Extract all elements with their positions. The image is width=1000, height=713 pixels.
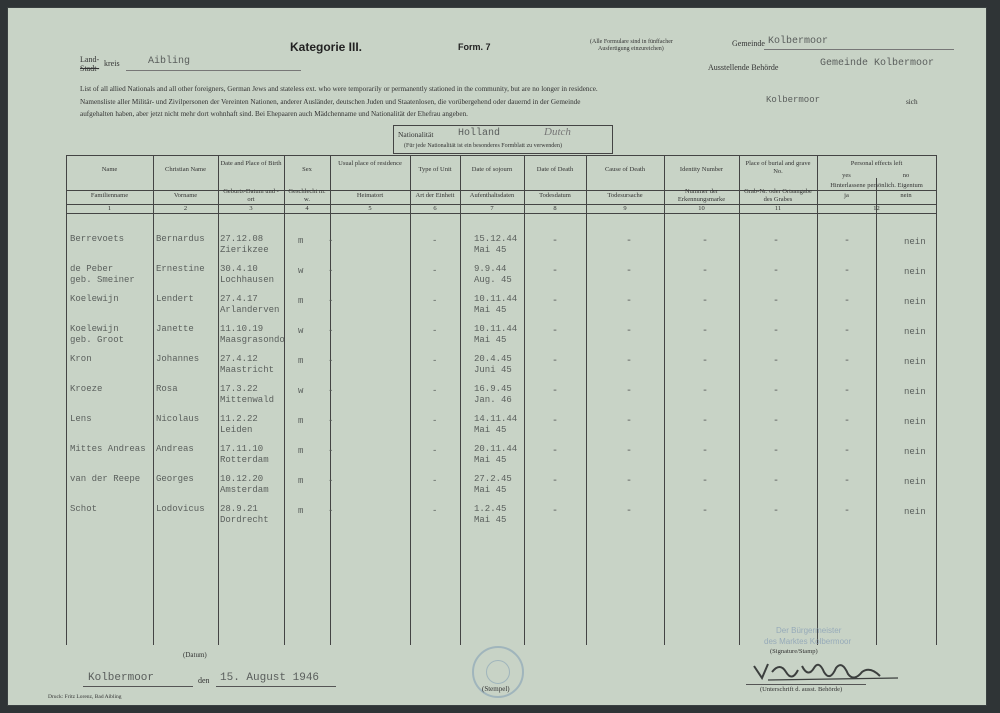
col-header-death: Date of Death: [536, 166, 574, 173]
row-burial-dash: -: [773, 356, 780, 367]
row-surname: Berrevoets: [70, 234, 125, 244]
signature-caption: (Signature/Stamp): [770, 648, 818, 655]
stadt-label: Stadt-: [80, 64, 100, 73]
row-firstname: Ernestine: [156, 264, 205, 274]
row-cause-dash: -: [626, 356, 633, 367]
row-sojourn-to: Juni 45: [474, 365, 512, 375]
row-identity-dash: -: [702, 476, 709, 487]
row-sex: w: [298, 266, 304, 276]
row-residence: -: [328, 476, 334, 486]
row-burial-dash: -: [773, 236, 780, 247]
row-surname: van der Reepe: [70, 474, 141, 484]
row-birth-place: Rotterdam: [220, 455, 269, 465]
row-cause-dash: -: [626, 296, 633, 307]
row-birth-date: 11.2.22: [220, 414, 258, 424]
row-surname-maiden: geb. Groot: [70, 335, 125, 345]
row-birth-date: 17.3.22: [220, 384, 258, 394]
row-sojourn-to: Aug. 45: [474, 275, 512, 285]
copies-note-1: (Alle Formulare sind in fünffacher: [590, 39, 673, 45]
row-unit: -: [432, 356, 438, 366]
row-effects-yes-dash: -: [844, 356, 851, 367]
row-death-dash: -: [552, 506, 559, 517]
row-identity-dash: -: [702, 416, 709, 427]
row-surname: Kroeze: [70, 384, 103, 394]
row-effects-yes-dash: -: [844, 236, 851, 247]
row-sojourn-from: 20.11.44: [474, 444, 518, 454]
col-number-12: 12: [873, 205, 880, 212]
gemeinde-label: Gemeinde: [732, 39, 765, 48]
row-burial-dash: -: [773, 416, 780, 427]
row-identity-dash: -: [702, 236, 709, 247]
row-effects-no: nein: [904, 297, 926, 307]
row-sex: m: [298, 356, 304, 366]
row-effects-yes-dash: -: [844, 476, 851, 487]
row-effects-yes-dash: -: [844, 326, 851, 337]
row-firstname: Bernardus: [156, 234, 205, 244]
row-sojourn-to: Mai 45: [474, 455, 507, 465]
nationality-box: [393, 125, 613, 154]
row-death-dash: -: [552, 446, 559, 457]
row-sojourn-from: 16.9.45: [474, 384, 512, 394]
row-sojourn-from: 20.4.45: [474, 354, 512, 364]
row-identity-dash: -: [702, 326, 709, 337]
col-header-erkennungsmarke: Nummer der Erkennungsmarke: [677, 188, 726, 203]
footer-den: den: [198, 676, 210, 685]
col-header-geburt: Geburts-Datum und -ort: [223, 188, 279, 203]
row-effects-yes-dash: -: [844, 506, 851, 517]
row-burial-dash: -: [773, 446, 780, 457]
col-header-heimatort: Heimatort: [356, 192, 384, 199]
row-cause-dash: -: [626, 506, 633, 517]
row-effects-yes-dash: -: [844, 386, 851, 397]
row-identity-dash: -: [702, 296, 709, 307]
row-sex: m: [298, 236, 304, 246]
kategorie-title: Kategorie III.: [290, 40, 363, 54]
col-header-birth: Date and Place of Birth: [220, 160, 282, 167]
col-number-11: 11: [774, 205, 782, 212]
row-birth-place: Leiden: [220, 425, 253, 435]
row-sojourn-from: 1.2.45: [474, 504, 507, 514]
row-identity-dash: -: [702, 386, 709, 397]
gemeinde-value: Kolbermoor: [768, 36, 829, 47]
row-birth-date: 27.4.17: [220, 294, 258, 304]
row-effects-yes-dash: -: [844, 296, 851, 307]
row-burial-dash: -: [773, 326, 780, 337]
row-effects-no: nein: [904, 417, 926, 427]
mayor-stamp-line-2: des Marktes Kolbermoor: [764, 637, 852, 646]
col-number-9: 9: [623, 205, 627, 212]
row-residence: -: [328, 446, 334, 456]
row-sex: w: [298, 386, 304, 396]
row-firstname: Rosa: [156, 384, 178, 394]
row-death-dash: -: [552, 386, 559, 397]
row-birth-place: Lochhausen: [220, 275, 275, 285]
row-sex: m: [298, 296, 304, 306]
col-header-unit: Type of Unit: [418, 166, 452, 173]
col-header-cause: Cause of Death: [604, 166, 646, 173]
row-cause-dash: -: [626, 446, 633, 457]
row-unit: -: [432, 386, 438, 396]
kreis-underline: [126, 70, 301, 71]
col-number-6: 6: [433, 205, 437, 212]
row-sojourn-from: 27.2.45: [474, 474, 512, 484]
row-effects-no: nein: [904, 327, 926, 337]
row-residence: -: [328, 296, 334, 306]
row-birth-date: 30.4.10: [220, 264, 258, 274]
col-header-ja: ja: [844, 192, 849, 199]
official-stamp-inner: [486, 660, 510, 684]
nationality-note: (Für jede Nationalität ist ein besonderes Formblatt zu verwenden): [404, 143, 562, 149]
form-number: Form. 7: [458, 42, 491, 52]
col-header-aufenthalt: Aufenthaltsdaten: [469, 192, 515, 199]
row-birth-place: Maasgrasondo: [220, 335, 285, 345]
row-firstname: Andreas: [156, 444, 194, 454]
row-burial-dash: -: [773, 386, 780, 397]
col-header-name: Name: [101, 166, 118, 173]
row-effects-no: nein: [904, 387, 926, 397]
row-residence: -: [328, 236, 334, 246]
row-unit: -: [432, 416, 438, 426]
row-sojourn-from: 14.11.44: [474, 414, 518, 424]
row-surname: Koelewijn: [70, 324, 119, 334]
row-birth-date: 27.4.12: [220, 354, 258, 364]
row-cause-dash: -: [626, 266, 633, 277]
row-sojourn-to: Mai 45: [474, 305, 507, 315]
mayor-stamp-line-1: Der Bürgermeister: [776, 626, 842, 635]
row-identity-dash: -: [702, 446, 709, 457]
row-unit: -: [432, 506, 438, 516]
row-birth-date: 17.11.10: [220, 444, 264, 454]
col-header-yes: yes: [842, 172, 851, 179]
col-header-grab: Grab-Nr. oder Ortsangabe des Grabes: [744, 188, 812, 203]
kreis-value: Aibling: [148, 56, 191, 67]
row-birth-place: Amsterdam: [220, 485, 269, 495]
land-label: Land-: [80, 55, 100, 64]
row-unit: -: [432, 476, 438, 486]
col-header-sex: Sex: [302, 166, 312, 173]
row-sojourn-from: 15.12.44: [474, 234, 518, 244]
col-header-familienname: Familienname: [90, 192, 129, 199]
row-firstname: Johannes: [156, 354, 200, 364]
row-death-dash: -: [552, 356, 559, 367]
row-death-dash: -: [552, 236, 559, 247]
row-residence: -: [328, 266, 334, 276]
row-residence: -: [328, 356, 334, 366]
row-residence: -: [328, 386, 334, 396]
behoerde-label: Ausstellende Behörde: [708, 63, 779, 72]
row-sex: m: [298, 446, 304, 456]
gemeinde-underline: [764, 49, 954, 50]
intro-english: List of all allied Nationals and all other foreigners, German Jews and stateless ext. who were temporarily or permanently stationed in the community, but are no longer in residence.: [80, 85, 598, 93]
row-sojourn-to: Mai 45: [474, 485, 507, 495]
row-sojourn-to: Mai 45: [474, 335, 507, 345]
row-effects-no: nein: [904, 267, 926, 277]
row-surname-maiden: geb. Smeiner: [70, 275, 135, 285]
row-burial-dash: -: [773, 506, 780, 517]
col-number-8: 8: [553, 205, 557, 212]
nationality-handwritten: Dutch: [544, 126, 571, 138]
row-sojourn-to: Jan. 46: [474, 395, 512, 405]
row-death-dash: -: [552, 416, 559, 427]
intro-german-value: Kolbermoor: [766, 95, 821, 105]
col-header-burial: Place of burial and grave No.: [745, 160, 811, 175]
footer-date: 15. August 1946: [220, 672, 320, 684]
copies-note-2: Ausfertigung einzureichen): [598, 46, 664, 52]
col-header-nein: nein: [900, 192, 912, 199]
row-surname: de Peber: [70, 264, 114, 274]
row-surname: Mittes Andreas: [70, 444, 146, 454]
row-burial-dash: -: [773, 476, 780, 487]
row-sex: m: [298, 506, 304, 516]
col-header-residence: Usual place of residence: [338, 160, 402, 167]
row-cause-dash: -: [626, 386, 633, 397]
row-sojourn-to: Mai 45: [474, 515, 507, 525]
row-sex: w: [298, 326, 304, 336]
row-birth-place: Maastricht: [220, 365, 275, 375]
col-number-7: 7: [490, 205, 494, 212]
row-birth-place: Dordrecht: [220, 515, 269, 525]
row-birth-place: Mittenwald: [220, 395, 275, 405]
row-birth-place: Arlanderven: [220, 305, 280, 315]
row-surname: Koelewijn: [70, 294, 119, 304]
row-effects-no: nein: [904, 477, 926, 487]
row-firstname: Georges: [156, 474, 194, 484]
row-identity-dash: -: [702, 356, 709, 367]
document-page: [8, 8, 986, 705]
row-cause-dash: -: [626, 326, 633, 337]
row-sex: m: [298, 416, 304, 426]
col-header-geschlecht: Geschlecht m. w.: [288, 188, 326, 203]
row-death-dash: -: [552, 266, 559, 277]
col-number-1: 1: [107, 205, 112, 212]
row-surname: Lens: [70, 414, 92, 424]
col-number-4: 4: [305, 205, 309, 212]
row-effects-no: nein: [904, 357, 926, 367]
row-effects-no: nein: [904, 507, 926, 517]
row-effects-no: nein: [904, 237, 926, 247]
row-firstname: Lodovicus: [156, 504, 205, 514]
printer-credit: Druck: Fritz Lorenz, Bad Aibling: [48, 694, 122, 700]
col-number-10: 10: [698, 205, 705, 212]
col-header-identity: Identity Number: [679, 166, 724, 173]
col-number-5: 5: [368, 205, 372, 212]
intro-german-end: sich: [906, 98, 918, 106]
row-effects-no: nein: [904, 447, 926, 457]
col-header-no: no: [902, 172, 910, 179]
row-birth-date: 28.9.21: [220, 504, 258, 514]
row-identity-dash: -: [702, 266, 709, 277]
row-sojourn-from: 9.9.44: [474, 264, 507, 274]
row-unit: -: [432, 296, 438, 306]
col-number-2: 2: [183, 205, 188, 212]
behoerde-value: Gemeinde Kolbermoor: [820, 58, 935, 69]
row-cause-dash: -: [626, 236, 633, 247]
col-header-todesursache: Todesursache: [607, 192, 643, 199]
row-surname: Kron: [70, 354, 92, 364]
unterschrift-caption: (Unterschrift d. ausst. Behörde): [760, 686, 843, 693]
row-death-dash: -: [552, 296, 559, 307]
row-sojourn-from: 10.11.44: [474, 324, 518, 334]
col-number-3: 3: [249, 205, 253, 212]
signature-scribble: [748, 656, 908, 686]
kreis-label: kreis: [104, 59, 120, 68]
col-header-eigentum: Hinterlassene persönlich. Eigentum: [830, 182, 923, 189]
row-sex: m: [298, 476, 304, 486]
row-effects-yes-dash: -: [844, 446, 851, 457]
row-effects-yes-dash: -: [844, 266, 851, 277]
row-unit: -: [432, 326, 438, 336]
row-birth-date: 11.10.19: [220, 324, 264, 334]
row-identity-dash: -: [702, 506, 709, 517]
nationality-label: Nationalität: [398, 130, 434, 139]
footer-place: Kolbermoor: [88, 672, 155, 684]
row-burial-dash: -: [773, 266, 780, 277]
col-header-effects: Personal effects left: [850, 160, 903, 167]
col-header-sojourn: Date of sojourn: [471, 166, 513, 173]
stempel-caption: (Stempel): [482, 685, 510, 693]
col-header-einheit: Art der Einheit: [415, 192, 455, 199]
row-death-dash: -: [552, 326, 559, 337]
date-caption: (Datum): [183, 651, 207, 659]
row-residence: -: [328, 506, 334, 516]
row-residence: -: [328, 416, 334, 426]
intro-german-1: Namensliste aller Militär- und Zivilpersonen der Vereinten Nationen, anderer Ausländer, deutschen Juden und Staatenlosen, die vorübergehend oder dauernd in der Gemeinde: [80, 98, 581, 106]
row-firstname: Lendert: [156, 294, 194, 304]
row-unit: -: [432, 236, 438, 246]
row-birth-date: 27.12.08: [220, 234, 264, 244]
intro-german-2: aufgehalten haben, aber jetzt nicht mehr dort wohnhaft sind. Bei Ehepaaren auch Mädchenname und Nationalität der Ehefrau angeben.: [80, 110, 468, 118]
row-burial-dash: -: [773, 296, 780, 307]
col-header-vorname: Vorname: [173, 192, 198, 199]
col-header-christian-name: Christian Name: [165, 166, 206, 173]
row-unit: -: [432, 446, 438, 456]
row-death-dash: -: [552, 476, 559, 487]
row-effects-yes-dash: -: [844, 416, 851, 427]
row-sojourn-to: Mai 45: [474, 245, 507, 255]
row-unit: -: [432, 266, 438, 276]
row-cause-dash: -: [626, 476, 633, 487]
row-residence: -: [328, 326, 334, 336]
row-birth-place: Zierikzee: [220, 245, 269, 255]
row-cause-dash: -: [626, 416, 633, 427]
row-sojourn-from: 10.11.44: [474, 294, 518, 304]
col-header-todesdatum: Todesdatum: [539, 192, 571, 199]
row-birth-date: 10.12.20: [220, 474, 264, 484]
row-surname: Schot: [70, 504, 98, 514]
row-firstname: Nicolaus: [156, 414, 200, 424]
row-firstname: Janette: [156, 324, 194, 334]
nationality-value: Holland: [458, 128, 501, 139]
row-sojourn-to: Mai 45: [474, 425, 507, 435]
